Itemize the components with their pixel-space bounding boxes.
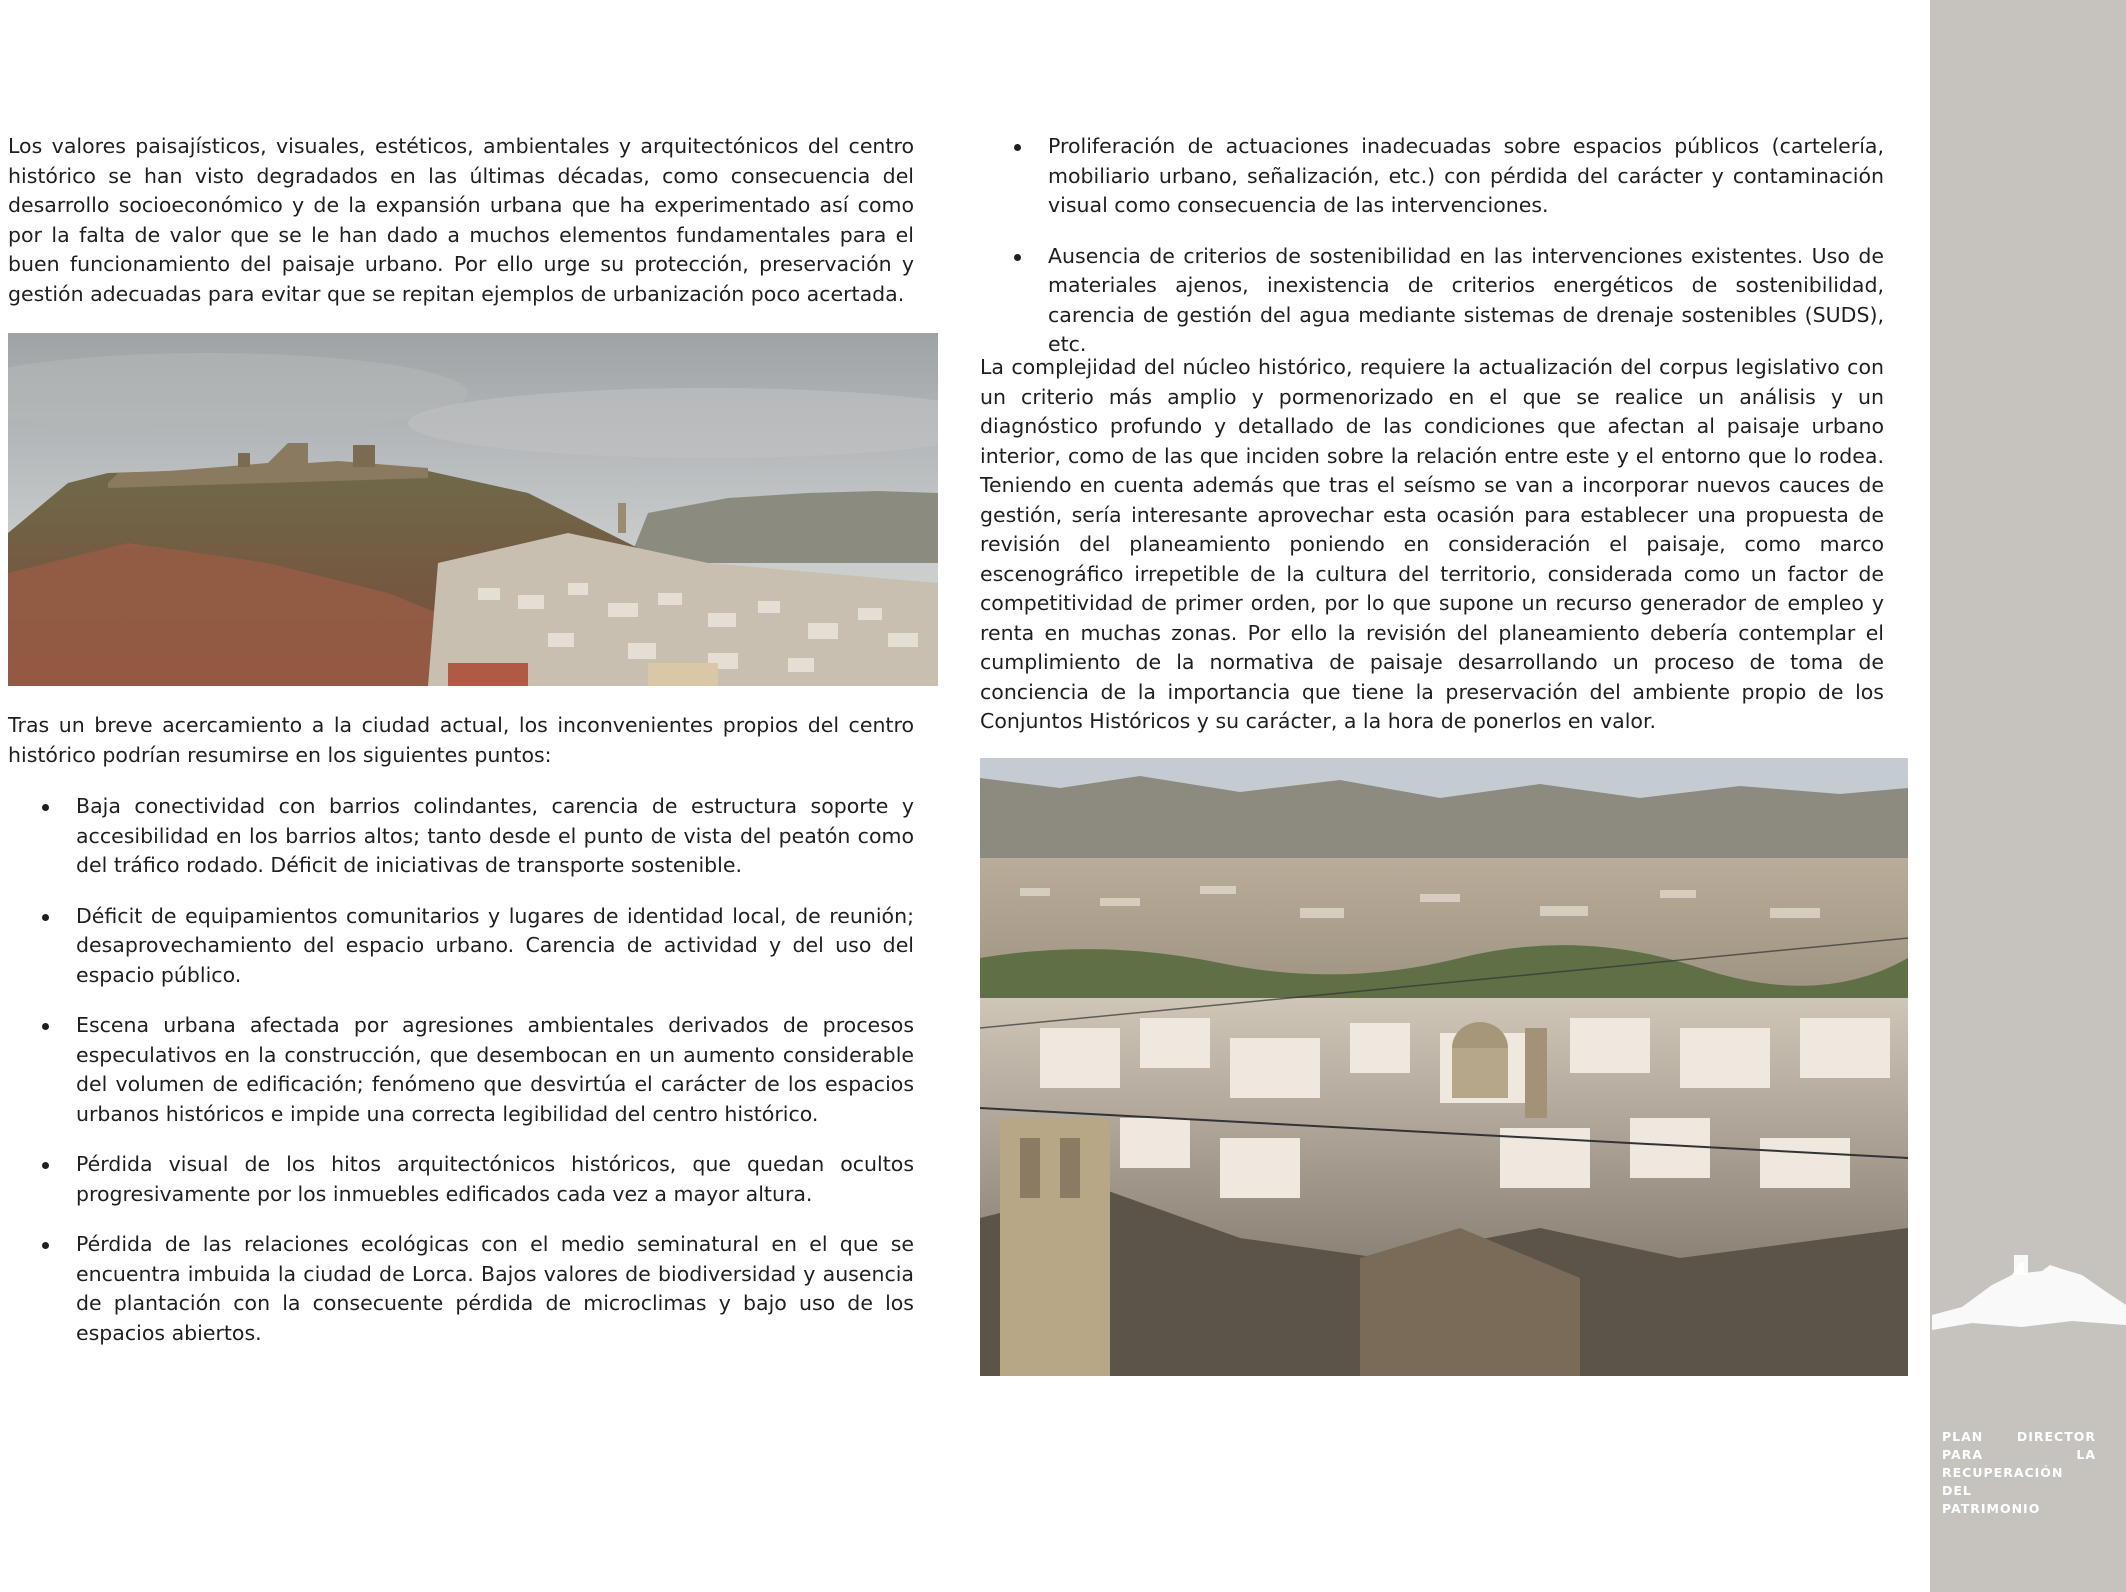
sidebar [1930, 0, 2126, 1592]
list-item: Pérdida visual de los hitos arquitectónicos históricos, que quedan ocultos progresivamente por los inmuebles edificados cada vez a mayor altura. [8, 1150, 914, 1209]
left-bullet-list [8, 792, 914, 1369]
bullet-icon [42, 1242, 49, 1249]
brand-line: RECUPERACIÓN DEL [1942, 1465, 2064, 1498]
castle-hill-photo [8, 333, 938, 686]
brand-line: PARA LA [1942, 1447, 2096, 1462]
city-panorama-photo [980, 758, 1908, 1376]
bullet-icon [1014, 144, 1021, 151]
bullet-icon [1014, 254, 1021, 261]
brand-line: PATRIMONIO [1942, 1501, 2041, 1516]
list-item: Baja conectividad con barrios colindantes, carencia de estructura soporte y accesibilidad en los barrios altos; tanto desde el punto de vista del peatón como del tráfico rodado. Déficit de iniciativas de transporte sostenible. [8, 792, 914, 881]
bullet-icon [42, 914, 49, 921]
list-item: Escena urbana afectada por agresiones ambientales derivados de procesos especulativos en la construcción, que desembocan en un aumento considerable del volumen de edificación; fenómeno que desvirtúa el carácter de los espacios urbanos históricos e impide una correcta legibilidad del centro histórico. [8, 1011, 914, 1129]
right-bullet-list [980, 132, 1884, 381]
brand-line: PLAN DIRECTOR [1942, 1429, 2096, 1444]
list-item: Proliferación de actuaciones inadecuadas sobre espacios públicos (cartelería, mobiliario urbano, señalización, etc.) con pérdida del carácter y contaminación visual como consecuencia de las intervenciones. [980, 132, 1884, 221]
bullet-icon [42, 1162, 49, 1169]
bullet-icon [42, 1023, 49, 1030]
lead-paragraph: Tras un breve acercamiento a la ciudad actual, los inconvenientes propios del centro histórico podrían resumirse en los siguientes puntos: [8, 713, 914, 767]
city-panorama-image [980, 758, 1908, 1376]
castle-hill-logo-icon [1932, 1245, 2126, 1345]
list-item: Déficit de equipamientos comunitarios y lugares de identidad local, de reunión; desaprovechamiento del espacio urbano. Carencia de actividad y del uso del espacio público. [8, 902, 914, 991]
list-item: Ausencia de criterios de sostenibilidad en las intervenciones existentes. Uso de materiales ajenos, inexistencia de criterios energéticos de sostenibilidad, carencia de gestión del agua mediante sistemas de drenaje sostenibles (SUDS), etc. [980, 242, 1884, 360]
intro-paragraph: Los valores paisajísticos, visuales, estéticos, ambientales y arquitectónicos del centro histórico se han visto degradados en las últimas décadas, como consecuencia del desarrollo socioeconómico y de la expansión urbana que ha experimentado así como por la falta de valor que se le han dado a muchos elementos fundamentales para el buen funcionamiento del paisaje urbano. Por ello urge su protección, preservación y gestión adecuadas para evitar que se repitan ejemplos de urbanización poco acertada. [8, 134, 914, 306]
castle-hill-image [8, 333, 938, 686]
brand-label [1942, 1428, 2096, 1518]
right-paragraph: La complejidad del núcleo histórico, requiere la actualización del corpus legislativo con un criterio más amplio y pormenorizado en el que se realice un análisis y un diagnóstico profundo y detallado de las condiciones que afectan al paisaje urbano interior, como de las que inciden sobre la relación entre este y el entorno que lo rodea. Teniendo en cuenta además que tras el seísmo se van a incorporar nuevos cauces de gestión, sería interesante aprovechar esta ocasión para establecer una propuesta de revisión del planeamiento poniendo en consideración el paisaje, como marco escenográfico irrepetible de la cultura del territorio, considerada como un factor de competitividad de primer orden, por lo que supone un recurso generador de empleo y renta en muchas zonas. Por ello la revisión del planeamiento debería contemplar el cumplimiento de la normativa de paisaje desarrollando un proceso de toma de conciencia de la importancia que tiene la preservación del ambiente propio de los Conjuntos Históricos y su carácter, a la hora de ponerlos en valor. [980, 355, 1884, 733]
bullet-icon [42, 804, 49, 811]
list-item: Pérdida de las relaciones ecológicas con el medio seminatural en el que se encuentra imbuida la ciudad de Lorca. Bajos valores de biodiversidad y ausencia de plantación con la consecuente pérdida de microclimas y bajo uso de los espacios abiertos. [8, 1230, 914, 1348]
